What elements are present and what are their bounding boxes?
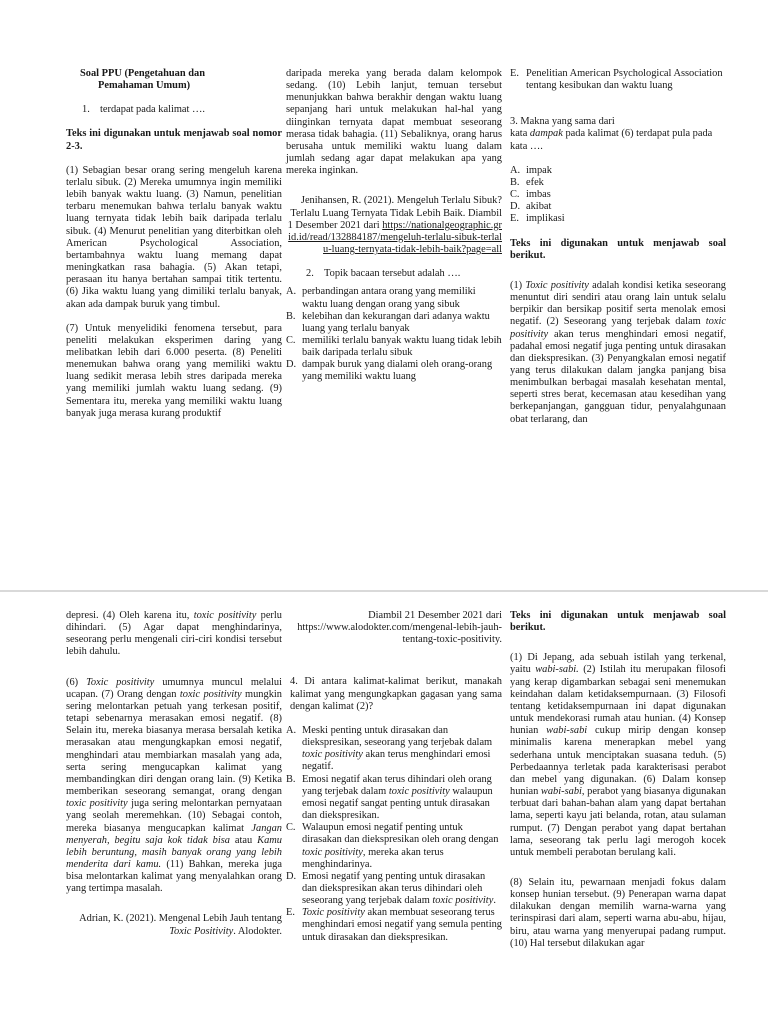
option-text: implikasi [526, 213, 565, 225]
term-wabi-sabi: wabi-sabi. [535, 664, 579, 676]
t: Meski penting untuk dirasakan dan diekspresikan, seseorang yang terjebak dalam [302, 724, 493, 749]
question-4 [286, 676, 502, 712]
p-part: mungkin sering melontarkan petuah yang terkesan positif, tetapi sebenarnya merasakan emosi negatif. (8) Selain itu, mereka biasanya merasa bersalah ketika merasakan atau mengungkapkan emosi negatif, menghindari atau membiarkan masalah yang ada, serta sering mengucapkan kalimat yang membandingkan diri dengan orang lain. (9) Ketika memberikan seseorang semangat, orang dengan [66, 688, 282, 798]
option-text: memiliki terlalu banyak waktu luang tidak lebih baik daripada terlalu sibuk [302, 334, 502, 359]
option-text: imbas [526, 189, 551, 201]
t: Emosi negatif yang penting untuk dirasakan dan diekspresikan akan terus dihindari oleh seseorang yang terjebak dalam [302, 870, 486, 907]
t: Walaupun emosi negatif penting untuk dirasakan dan diekspresikan oleh orang dengan [302, 822, 499, 846]
option-text: kelebihan dan kekurangan dari adanya waktu luang yang terlalu banyak [302, 310, 490, 334]
p-part: depresi. (4) Oleh karena itu, [66, 610, 190, 621]
question-4-number: 4. [290, 676, 298, 688]
p-part: atau [234, 834, 253, 846]
exam-header-line2: Pemahaman Umum) [98, 80, 191, 92]
quote-1: Jangan menyerah, begitu saja kok tidak bisa [66, 822, 282, 846]
option-text [302, 725, 502, 774]
citation-term: Toxic Positivity [169, 925, 234, 937]
t: walaupun emosi negatif sangat penting untuk dirasakan dan diekspresikan. [302, 785, 493, 822]
passage-2-paragraph-1 [510, 280, 726, 426]
page2-column-1 [66, 610, 282, 938]
citation-text: Jenihansen, R. (2021). Mengeluh Terlalu Sibuk? Terlalu Luang Ternyata Tidak Lebih Baik. Diambil 1 Desember 2021 dari [287, 195, 502, 231]
passage-paragraph-2: (7) Untuk menyelidiki fenomena tersebut, para peneliti melakukan eksperimen daring yang melibatkan lebih dari 6.000 peserta. (8) Peneliti menemukan bahwa orang yang memiliki waktu luang sedikit merasa lebih stres daripada mereka yang memiliki jumlah waktu luang sedang. (9) Sementara itu, mereka yang memiliki waktu luang banyak juga merasa kurang produktif [66, 322, 282, 419]
passage-paragraph-2-continued: daripada mereka yang berada dalam kelompok sedang. (10) Lebih lanjut, temuan tersebut menunjukkan bahwa berakhir dengan waktu luang sepanjang hari untuk melakukan hal-hal yang diinginkan ternyata dapat membuat seseorang merasa tidak bahagia. (11) Sebaliknya, orang harus berusaha untuk memiliki waktu luang dalam jumlah sedang agar dapat melakukan apa yang mereka inginkan. [286, 68, 502, 177]
p-part: (6) [66, 676, 79, 688]
passage-citation [286, 195, 502, 256]
term-toxic-positivity: toxic positivity [302, 846, 363, 858]
question-4-option-e[interactable] [286, 907, 502, 943]
question-3-text-a: Makna yang sama dari [520, 116, 615, 128]
page2-column-3 [510, 610, 726, 950]
option-letter: C. [510, 189, 520, 201]
option-letter: B. [286, 310, 296, 322]
passage-2-citation [66, 913, 282, 937]
term-toxic-positivity: toxic positivity [388, 785, 450, 797]
term-wabi-sabi: wabi-sabi [540, 786, 582, 798]
page2-column-2 [286, 610, 502, 944]
option-text [302, 871, 502, 907]
t: , mereka akan terus menghindarinya. [302, 846, 444, 870]
question-2-option-a[interactable] [286, 286, 502, 310]
passage-2-paragraph-1-continued [66, 610, 282, 659]
option-text: Penelitian American Psychological Association tentang kesibukan dan waktu luang [526, 68, 723, 92]
page-2 [0, 592, 768, 1024]
option-letter: A. [286, 286, 297, 298]
p-part: adalah kondisi ketika seseorang menuntut diri sendiri atau orang lain untuk selalu berpikir dan bersikap positif serta menolak emosi negatif. (2) Seseorang yang terjebak dalam [510, 279, 726, 328]
citation-text: Adrian, K. (2021). Mengenal Lebih Jauh tentang [79, 913, 282, 925]
question-3-option-a[interactable] [510, 165, 726, 177]
question-3 [510, 116, 726, 152]
term-toxic-positivity: Toxic positivity [525, 279, 589, 291]
question-2-number: 2. [306, 268, 314, 280]
option-text [302, 907, 502, 943]
question-3-text-b: kata [510, 128, 528, 140]
question-3-option-e[interactable] [510, 213, 726, 225]
t: . [493, 895, 496, 907]
t: akan membuat seseorang terus menghindari emosi negatif yang semula penting untuk dirasakan dan diekspresikan. [302, 907, 502, 943]
question-2-option-b[interactable] [286, 311, 502, 335]
question-4-option-a[interactable] [286, 725, 502, 774]
option-text [302, 822, 502, 871]
p-part: cukup mirip dengan konsep minimalis karena menerapkan mebel yang sederhana untuk menciptakan suasana teduh. (5) Perbedaannya terletak pada karakterisasi perabot dan mebel yang digunakan. (6) Dalam konsep hunian [510, 725, 726, 798]
question-3-option-b[interactable] [510, 177, 726, 189]
term-toxic-positivity: Toxic positivity [302, 907, 365, 919]
p-part: juga sering melontarkan pernyataan yang seolah meremehkan. (10) Sebagai contoh, mereka biasanya mengucapkan kalimat [66, 798, 282, 834]
option-letter: D. [286, 870, 297, 882]
term-toxic-positivity: toxic positivity [510, 316, 726, 340]
passage-instruction: Teks ini digunakan untuk menjawab soal nomor 2-3. [66, 128, 282, 152]
question-4-option-c[interactable] [286, 822, 502, 871]
question-4-text: Di antara kalimat-kalimat berikut, manakah kalimat yang mengungkapkan gagasan yang sama dengan kalimat (2)? [290, 676, 502, 712]
passage-3-paragraph-2: (8) Selain itu, pewarnaan menjadi fokus dalam konsep hunian tersebut. (9) Penerapan warna dapat dilakukan dengan memilih warna-warna yang terinspirasi dari alam, seperti warna abu-abu, hijau, biru, atau warna yang menyerupai padang rumput. (10) Hal tersebut dilakukan agar [510, 876, 726, 949]
option-text: efek [526, 176, 544, 188]
option-letter: C. [286, 334, 296, 346]
question-3-option-c[interactable] [510, 189, 726, 201]
term-wabi-sabi: wabi-sabi [546, 725, 588, 737]
passage-paragraph-1: (1) Sebagian besar orang sering mengeluh karena terlalu sibuk. (2) Mereka umumnya ingin memiliki lebih banyak waktu luang. (3) Namun, penelitian terbaru menemukan bahwa terlalu banyak waktu luang ternyata tidak lebih baik daripada terlalu sibuk. (4) Menurut penelitian yang diterbitkan oleh American Psychological Association, bertambahnya waktu luang memang dapat meningkatkan rasa bahagia. (5) Akan tetapi, perasaan itu hanya bertahan sampai titik tertentu. (6) Jika waktu luang yang dimiliki terlalu banyak, akan ada dampak buruk yang timbul. [66, 164, 282, 310]
question-2-text: Topik bacaan tersebut adalah …. [324, 268, 461, 280]
p-part: (1) [510, 279, 523, 291]
question-1 [66, 104, 282, 116]
t: akan terus menghindari emosi negatif. [302, 749, 491, 773]
passage-3-paragraph-1 [510, 652, 726, 859]
option-letter: E. [510, 213, 519, 225]
option-text: dampak buruk yang dialami oleh orang-orang yang memiliki waktu luang [302, 359, 493, 383]
question-1-text: terdapat pada kalimat …. [100, 104, 206, 116]
option-letter: E. [510, 68, 519, 79]
term-toxic-positivity: Toxic positivity [86, 676, 155, 688]
p-part: (1) Di Jepang, ada sebuah istilah yang terkenal, yaitu [510, 652, 726, 676]
citation-link[interactable]: https://nationalgeographic.grid.id/read/132884187/mengeluh-terlalu-sibuk-terlalu-luang-ternyata-tidak-lebih-baik?page=all [288, 219, 502, 256]
question-3-text-c: pada kalimat (6) terdapat pula pada kata …. [510, 128, 713, 152]
question-2-option-d[interactable] [286, 359, 502, 383]
term-toxic-positivity: toxic positivity [179, 688, 242, 700]
option-letter: D. [510, 201, 521, 213]
option-letter: A. [286, 724, 297, 736]
question-4-option-d[interactable] [286, 871, 502, 907]
p-part: umumnya muncul melalui ucapan. (7) Orang dengan [66, 676, 282, 700]
question-2-option-c[interactable] [286, 335, 502, 359]
term-toxic-positivity: toxic positivity [302, 749, 363, 761]
t: Emosi negatif akan terus dihindari oleh orang yang terjebak dalam [302, 773, 492, 797]
option-letter: C. [286, 822, 296, 834]
option-letter: E. [286, 907, 295, 919]
question-3-keyword: dampak [529, 128, 563, 140]
option-letter: D. [286, 359, 297, 371]
passage-2-paragraph-2 [66, 677, 282, 896]
exam-header-line1: Soal PPU (Pengetahuan dan [80, 68, 205, 79]
term-toxic-positivity: toxic positivity [432, 895, 494, 907]
option-text: akibat [526, 201, 552, 213]
page1-column-2 [286, 68, 502, 384]
option-letter: A. [510, 164, 521, 176]
p-part: perlu dihindari. (5) Agar dapat menghindarinya, seseorang perlu mengenali ciri-ciri kondisi tersebut lebih dahulu. [66, 610, 282, 658]
term-toxic-positivity: toxic positivity [66, 798, 128, 810]
p-part: (2) Istilah itu merupakan filosofi yang kerap digambarkan sebagai seni menemukan keindahan dalam ketidaksempurnaan. (3) Filosofi tentang ketidaksempurnaan ini dapat digunakan untuk mendekorasi rumah atau hunian. (4) Konsep hunian [510, 664, 726, 737]
question-3-number: 3. [510, 116, 518, 128]
p-part: , perabot yang biasanya digunakan terbuat dari bahan-bahan alam yang dapat bertahan lama, seperti kayu jati belanda, rotan, atau sulaman rumput. (7) Dengan perabot yang dapat bertahan lama, seseorang tak perlu lagi merogoh kocek untuk membeli perabotan berulang kali. [510, 786, 726, 858]
option-text [302, 774, 502, 823]
question-1-number: 1. [82, 104, 90, 116]
page1-column-1 [66, 68, 282, 420]
option-text: impak [526, 164, 552, 176]
option-letter: B. [286, 773, 296, 785]
option-text: perbandingan antara orang yang memiliki waktu luang dengan orang yang sibuk [302, 286, 476, 310]
quote-2: Kamu lebih beruntung, masih banyak orang yang lebih menderita dari kamu. [66, 834, 282, 870]
p-part: akan terus menghindari emosi negatif, padahal emosi negatif juga penting untuk dirasakan dan diekspresikan. (3) Penyangkalan emosi negatif yang terus dilakukan dalam jangka panjang bisa menimbulkan berbagai masalah kesehatan mental, seperti stres berat, kecemasan atau kesedihan yang berkepanjangan, gangguan tidur, penyalahgunaan obat terlarang, dan [510, 328, 726, 425]
passage-3-instruction: Teks ini digunakan untuk menjawab soal berikut. [510, 610, 726, 634]
passage-2-instruction: Teks ini digunakan untuk menjawab soal berikut. [510, 237, 726, 261]
question-2 [286, 268, 502, 280]
p-part: (11) Bahkan, mereka juga bisa melontarkan kalimat yang menyalahkan orang yang tertimpa masalah. [66, 858, 282, 895]
question-3-option-d[interactable] [510, 201, 726, 213]
question-2-option-e[interactable] [510, 68, 726, 92]
question-4-option-b[interactable] [286, 774, 502, 823]
citation-end: . Alodokter. [233, 925, 282, 937]
page1-column-3 [510, 68, 726, 426]
term-toxic-positivity: toxic positivity [193, 610, 257, 621]
passage-2-citation-continued: Diambil 21 Desember 2021 dari https://www.alodokter.com/mengenal-lebih-jauh-tentang-toxic-positivity. [297, 610, 502, 646]
option-letter: B. [510, 176, 520, 188]
